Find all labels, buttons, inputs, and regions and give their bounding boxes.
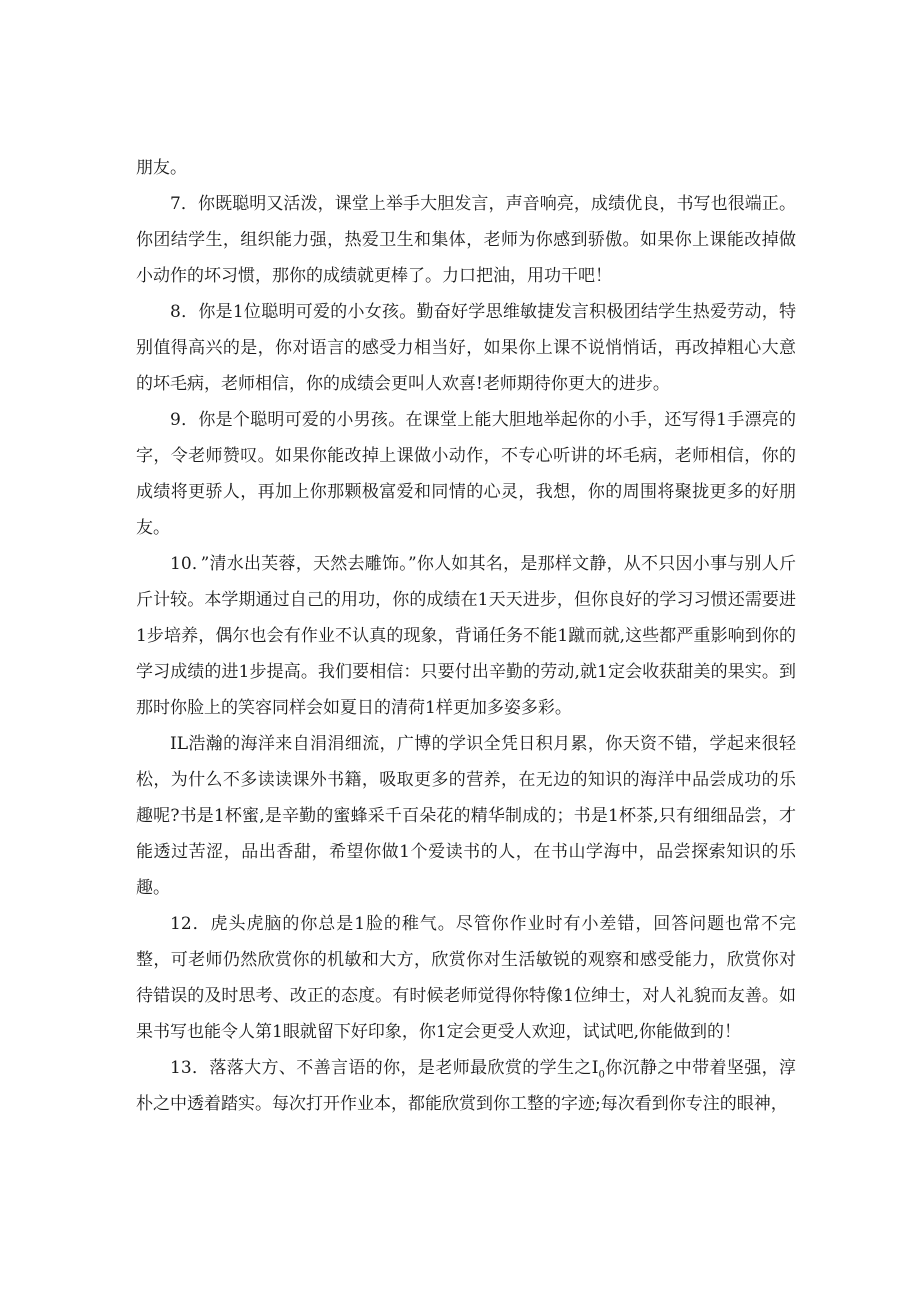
paragraph-10: 10．”清水出芙蓉，天然去雕饰。”你人如其名，是那样文静，从不只因小事与别人斤斤计较。本学期通过自己的用功，你的成绩在1天天进步，但你良好的学习习惯还需要进1步培养，偶尔也会有作业不认真的现象，背诵任务不能1蹴而就,这些都严重影响到你的学习成绩的进1步提高。我们要相信：只要付出辛勤的劳动,就1定会收获甜美的果实。到那时你脸上的笑容同样会如夏日的清荷1样更加多姿多彩。 bbox=[136, 554, 796, 718]
paragraph-13 bbox=[136, 1050, 796, 1122]
document-body bbox=[136, 150, 796, 1122]
paragraph-13-part-1: 13．落落大方、不善言语的你，是老师最欣赏的学生之I bbox=[170, 1058, 599, 1078]
paragraph-continuation: 朋友。 bbox=[136, 158, 187, 178]
paragraph-12: 12．虎头虎脑的你总是1脸的稚气。尽管你作业时有小差错，回答问题也常不完整，可老师仍然欣赏你的机敏和大方，欣赏你对生活敏锐的观察和感受能力，欣赏你对待错误的及时思考、改正的态度。有时候老师觉得你特像1位绅士，对人礼貌而友善。如果书写也能令人第1眼就留下好印象，你1定会更受人欢迎，试试吧,你能做到的！ bbox=[136, 914, 796, 1042]
paragraph-13-part-2: 你沉静之中带着坚强，淳朴之中透着踏实。每次打开作业本，都能欣赏到你工整的字迹;每次看到你专注的眼神， bbox=[136, 1058, 796, 1114]
paragraph-7: 7．你既聪明又活泼，课堂上举手大胆发言，声音响亮，成绩优良，书写也很端正。你团结学生，组织能力强，热爱卫生和集体，老师为你感到骄傲。如果你上课能改掉做小动作的坏习惯，那你的成绩就更棒了。力口把油，用功干吧！ bbox=[136, 194, 796, 286]
paragraph-9: 9．你是个聪明可爱的小男孩。在课堂上能大胆地举起你的小手，还写得1手漂亮的字，令老师赞叹。如果你能改掉上课做小动作，不专心听讲的坏毛病，老师相信，你的成绩将更骄人，再加上你那颗极富爱和同情的心灵，我想，你的周围将聚拢更多的好朋友。 bbox=[136, 410, 796, 538]
paragraph-13-subscript: 0 bbox=[598, 1069, 605, 1081]
paragraph-11: IL浩瀚的海洋来自涓涓细流，广博的学识全凭日积月累，你天资不错，学起来很轻松，为什么不多读读课外书籍，吸取更多的营养，在无边的知识的海洋中品尝成功的乐趣呢?书是1杯蜜,是辛勤的蜜蜂采千百朵花的精华制成的；书是1杯茶,只有细细品尝，才能透过苦涩，品出香甜，希望你做1个爱读书的人，在书山学海中，品尝探索知识的乐趣。 bbox=[136, 734, 796, 898]
paragraph-8: 8．你是1位聪明可爱的小女孩。勤奋好学思维敏捷发言积极团结学生热爱劳动，特别值得高兴的是，你对语言的感受力相当好，如果你上课不说悄悄话，再改掉粗心大意的坏毛病，老师相信，你的成绩会更叫人欢喜!老师期待你更大的进步。 bbox=[136, 302, 796, 394]
